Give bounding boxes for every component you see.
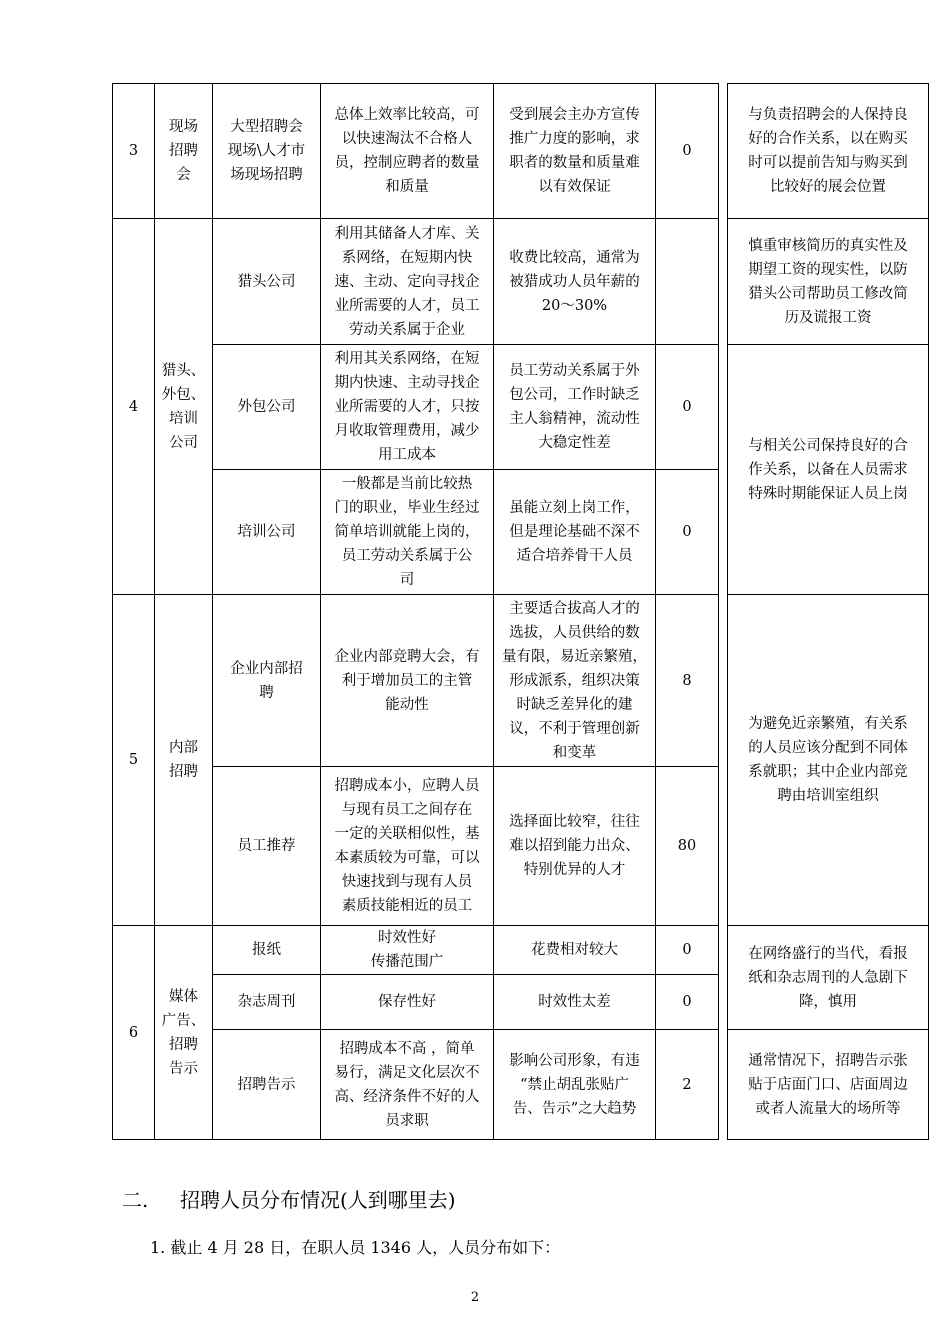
count-cell: 0 (656, 926, 719, 975)
method-cell: 企业内部招 聘 (213, 595, 321, 767)
table-row (113, 595, 929, 767)
method-cell: 大型招聘会 现场\人才市 场现场招聘 (213, 84, 321, 219)
channel-cell: 媒体 广告、 招聘 告示 (155, 926, 213, 1140)
count-cell: 2 (656, 1030, 719, 1140)
disadvantage-cell: 花费相对较大 (494, 926, 656, 975)
count-cell: 0 (656, 84, 719, 219)
advantage-cell: 时效性好 传播范围广 (321, 926, 494, 975)
count-cell: 0 (656, 345, 719, 470)
section-heading (122, 1186, 456, 1214)
table-row (113, 84, 929, 219)
disadvantage-cell: 时效性太差 (494, 975, 656, 1030)
column-gap (719, 345, 728, 595)
disadvantage-cell: 影响公司形象，有违 “禁止胡乱张贴广 告、告示”之大趋势 (494, 1030, 656, 1140)
note-cell: 慎重审核简历的真实性及 期望工资的现实性，以防 猎头公司帮助员工修改简 历及谎报工资 (728, 219, 929, 345)
row-number: 3 (113, 84, 155, 219)
count-cell: 0 (656, 470, 719, 595)
method-cell: 报纸 (213, 926, 321, 975)
disadvantage-cell: 受到展会主办方宣传 推广力度的影响，求 职者的数量和质量难 以有效保证 (494, 84, 656, 219)
method-cell: 培训公司 (213, 470, 321, 595)
note-cell: 与负责招聘会的人保持良 好的合作关系，以在购买 时可以提前告知与购买到 比较好的展会位置 (728, 84, 929, 219)
note-cell: 通常情况下，招聘告示张 贴于店面门口、店面周边 或者人流量大的场所等 (728, 1030, 929, 1140)
count-cell: 0 (656, 975, 719, 1030)
column-gap (719, 84, 728, 219)
method-cell: 猎头公司 (213, 219, 321, 345)
note-cell: 与相关公司保持良好的合 作关系，以备在人员需求 特殊时期能保证人员上岗 (728, 345, 929, 595)
channel-cell: 猎头、 外包、 培训 公司 (155, 219, 213, 595)
recruitment-channel-table (112, 83, 929, 1140)
note-cell: 为避免近亲繁殖，有关系 的人员应该分配到不同体 系就职；其中企业内部竞 聘由培训室组织 (728, 595, 929, 926)
disadvantage-cell: 主要适合拔高人才的 选拔，人员供给的数 量有限，易近亲繁殖， 形成派系，组织决策 时缺乏差异化的建 议，不利于管理创新 和变革 (494, 595, 656, 767)
channel-cell: 内部 招聘 (155, 595, 213, 926)
column-gap (719, 926, 728, 1030)
table-row (113, 1030, 929, 1140)
table-row (113, 926, 929, 975)
method-cell: 招聘告示 (213, 1030, 321, 1140)
channel-cell: 现场 招聘 会 (155, 84, 213, 219)
advantage-cell: 招聘成本小，应聘人员 与现有员工之间存在 一定的关联相似性，基 本素质较为可靠，可以 快速找到与现有人员 素质技能相近的员工 (321, 767, 494, 926)
method-cell: 员工推荐 (213, 767, 321, 926)
page-number: 2 (470, 1290, 480, 1305)
table-row (113, 345, 929, 470)
advantage-cell: 利用其关系网络，在短 期内快速、主动寻找企 业所需要的人才，只按 月收取管理费用，减少 用工成本 (321, 345, 494, 470)
disadvantage-cell: 虽能立刻上岗工作， 但是理论基础不深不 适合培养骨干人员 (494, 470, 656, 595)
note-cell: 在网络盛行的当代，看报 纸和杂志周刊的人急剧下 降，慎用 (728, 926, 929, 1030)
count-cell (656, 219, 719, 345)
column-gap (719, 1030, 728, 1140)
count-cell: 80 (656, 767, 719, 926)
column-gap (719, 219, 728, 345)
advantage-cell: 一般都是当前比较热 门的职业，毕业生经过 简单培训就能上岗的， 员工劳动关系属于公 司 (321, 470, 494, 595)
advantage-cell: 企业内部竞聘大会，有 利于增加员工的主管 能动性 (321, 595, 494, 767)
advantage-cell: 招聘成本不高 ，简单 易行，满足文化层次不 高、经济条件不好的人 员求职 (321, 1030, 494, 1140)
advantage-cell: 总体上效率比较高，可 以快速淘汰不合格人 员，控制应聘者的数量 和质量 (321, 84, 494, 219)
row-number: 6 (113, 926, 155, 1140)
table-row (113, 219, 929, 345)
row-number: 5 (113, 595, 155, 926)
disadvantage-cell: 收费比较高，通常为 被猎成功人员年薪的 20～30% (494, 219, 656, 345)
method-cell: 杂志周刊 (213, 975, 321, 1030)
column-gap (719, 595, 728, 926)
disadvantage-cell: 选择面比较窄，往往 难以招到能力出众、 特别优异的人才 (494, 767, 656, 926)
section-number: 二. (122, 1188, 149, 1212)
advantage-cell: 利用其储备人才库、关 系网络，在短期内快 速、主动、定向寻找企 业所需要的人才，员工 劳动关系属于企业 (321, 219, 494, 345)
section-title: 招聘人员分布情况(人到哪里去) (180, 1188, 456, 1212)
disadvantage-cell: 员工劳动关系属于外 包公司，工作时缺乏 主人翁精神，流动性 大稳定性差 (494, 345, 656, 470)
list-item: 1. 截止 4 月 28 日，在职人员 1346 人，人员分布如下： (150, 1238, 561, 1257)
row-number: 4 (113, 219, 155, 595)
advantage-cell: 保存性好 (321, 975, 494, 1030)
count-cell: 8 (656, 595, 719, 767)
method-cell: 外包公司 (213, 345, 321, 470)
